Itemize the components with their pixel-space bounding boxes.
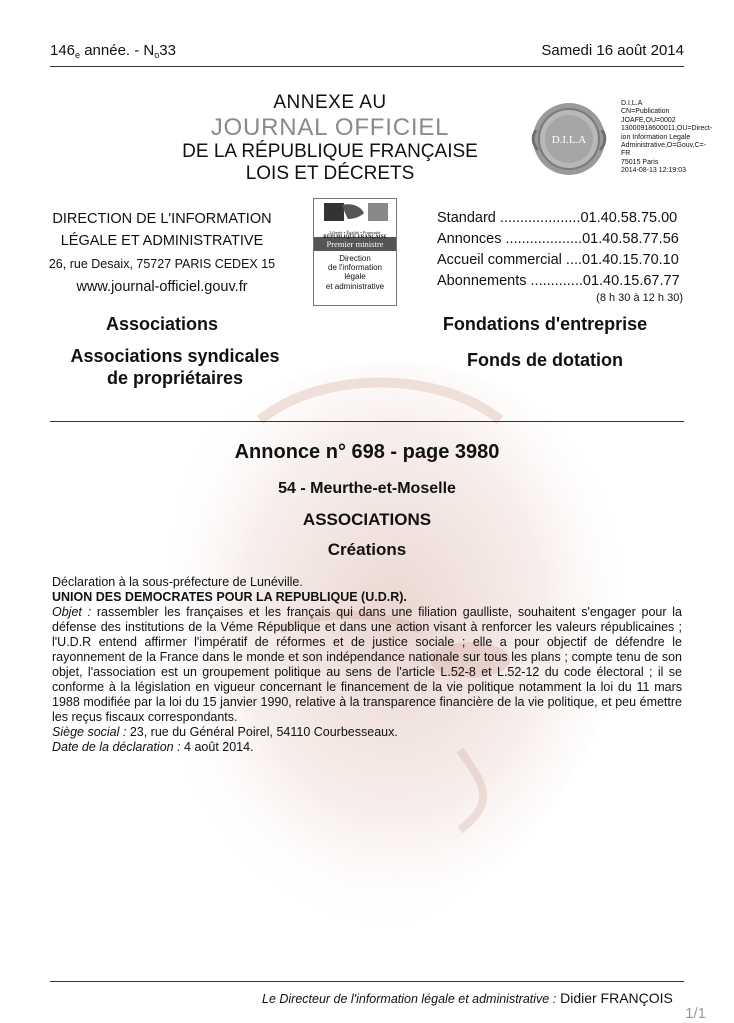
contact-number: 01.40.15.70.10	[582, 251, 679, 268]
sig-line: Administrative,O=Gouv,C=-	[621, 141, 707, 149]
issue-info	[50, 42, 176, 59]
contact-dots: ....................	[499, 210, 581, 226]
sig-line: 2014-08-13 12:19:03	[621, 167, 686, 175]
sig-line: CN=Publication	[621, 108, 670, 116]
contact-list	[437, 208, 687, 305]
siege-label: Siège social :	[52, 725, 127, 739]
contact-row	[437, 208, 687, 229]
contact-number: 01.40.15.67.77	[582, 272, 680, 289]
masthead-line4: LOIS ET DÉCRETS	[245, 163, 415, 185]
notice-association-name: UNION DES DEMOCRATES POUR LA REPUBLIQUE (U.D.R).	[52, 590, 407, 604]
direction-line2: LÉGALE ET ADMINISTRATIVE	[60, 233, 264, 250]
sig-line: ion Information Legale	[621, 133, 691, 141]
masthead	[180, 92, 480, 185]
masthead-title: JOURNAL OFFICIEL	[210, 113, 450, 141]
notice-siege	[52, 725, 682, 740]
contact-row	[437, 271, 687, 292]
sig-line: FR	[621, 150, 631, 158]
objet-text: rassembler les françaises et les français qui dans une filiation gaulliste, souhaitent s'engager pour la défense des institutions de la Véme République et dans une action visant à renforcer les valeurs républicaines ; l'U.D.R entend affirmer l'impératif de réformes et de justice sociale ; elle a pour objectif de défendre le rayonnement de la France dans le monde et son indépendance nationale sur tous les plans ; compte tenu de son objet, l'association est un groupement politique au sens de l'article L.52-8 et L.52-12 du code électoral ; il se conforme à la législation en vigueur concernant le financement de la vie politique notamment la loi du 11 mars 1988 modifiée par la loi du 15 janvier 1990, relative à la transparence financière de la vie politique, et peu émettre les reçus fiscaux correspondants.	[52, 605, 682, 724]
logo-dila-line: et administrative	[325, 281, 385, 291]
contact-dots: .............	[530, 272, 583, 289]
date-label: Date de la déclaration :	[52, 740, 181, 754]
contact-dots: ...................	[505, 230, 583, 247]
seal-label: D.I.L.A	[551, 134, 587, 146]
notice-title: Annonce n° 698 - page 3980	[234, 441, 500, 463]
notice-section: ASSOCIATIONS	[302, 510, 432, 529]
dila-seal-icon	[530, 100, 608, 178]
section-divider	[50, 421, 684, 422]
category-fonds-dotation: Fonds de dotation	[467, 350, 623, 370]
direction-line1: DIRECTION DE L'INFORMATION	[52, 211, 272, 227]
contact-label: Abonnements	[437, 272, 531, 289]
category-associations-syndicales	[30, 346, 320, 390]
contact-number: 01.40.58.75.00	[580, 210, 678, 226]
date-text: 4 août 2014.	[180, 740, 254, 754]
masthead-line1: ANNEXE AU	[273, 92, 387, 113]
sig-line: 13000918600011,OU=Direct-	[621, 125, 713, 133]
contact-number: 01.40.58.77.56	[582, 230, 679, 247]
logo-motto: Liberté • Égalité • Fraternité	[329, 230, 381, 235]
category-line: Associations syndicales	[70, 346, 280, 366]
premier-ministre-logo	[313, 198, 397, 306]
logo-dila-line: légale	[344, 272, 366, 282]
footer-name: Didier FRANÇOIS	[556, 990, 673, 1006]
sig-line: 75015 Paris	[621, 158, 659, 166]
logo-republic: RÉPUBLIQUE FRANÇAISE	[323, 235, 387, 240]
footer-signature	[262, 990, 673, 1006]
marianne-logo-icon	[314, 199, 398, 225]
logo-dila-line: Direction	[339, 254, 371, 263]
page-number: 1/1	[685, 1005, 706, 1022]
footer-role: Le Directeur de l'information légale et administrative :	[262, 992, 557, 1006]
issue-label: année. - N	[80, 42, 155, 59]
digital-signature	[621, 100, 716, 176]
issue-number: 33	[159, 42, 176, 59]
contact-row	[437, 250, 687, 271]
logo-dila-line: de l'information	[328, 263, 382, 273]
header-divider	[50, 66, 684, 67]
direction-website[interactable]: www.journal-officiel.gouv.fr	[76, 279, 248, 296]
masthead-line3: DE LA RÉPUBLIQUE FRANÇAISE	[182, 141, 478, 163]
category-fondations: Fondations d'entreprise	[442, 314, 648, 334]
issue-year: 146	[50, 42, 76, 59]
notice-declaration: Déclaration à la sous-préfecture de Lunéville.	[52, 575, 303, 589]
siege-text: 23, rue du Général Poirel, 54110 Courbesseaux.	[126, 725, 398, 739]
logo-dila-text	[314, 251, 396, 291]
sig-line: D.I.L.A	[621, 100, 643, 107]
contact-label: Annonces	[437, 230, 506, 247]
category-associations: Associations	[105, 314, 219, 334]
category-line: de propriétaires	[106, 367, 244, 388]
contact-label: Standard	[437, 210, 500, 226]
notice-body	[52, 575, 682, 755]
sig-line: JOAFE,OU=0002	[621, 116, 676, 124]
notice-objet	[52, 605, 682, 725]
notice-department: 54 - Meurthe-et-Moselle	[278, 480, 456, 497]
contact-dots: ....	[565, 251, 583, 268]
contact-label: Accueil commercial	[437, 251, 566, 268]
issue-number-symbol: o	[154, 50, 160, 60]
direction-address: 26, rue Desaix, 75727 PARIS CEDEX 15	[48, 256, 276, 271]
issue-date: Samedi 16 août 2014	[541, 42, 684, 59]
direction-block	[30, 208, 294, 299]
objet-label: Objet :	[52, 605, 92, 619]
notice-subsection: Créations	[327, 540, 407, 559]
contact-row	[437, 229, 687, 250]
logo-ministry: Premier ministre	[314, 237, 396, 251]
contact-hours: (8 h 30 à 12 h 30)	[596, 291, 683, 304]
issue-year-suffix: e	[75, 50, 81, 60]
notice-date	[52, 740, 682, 755]
footer-divider	[50, 981, 684, 982]
